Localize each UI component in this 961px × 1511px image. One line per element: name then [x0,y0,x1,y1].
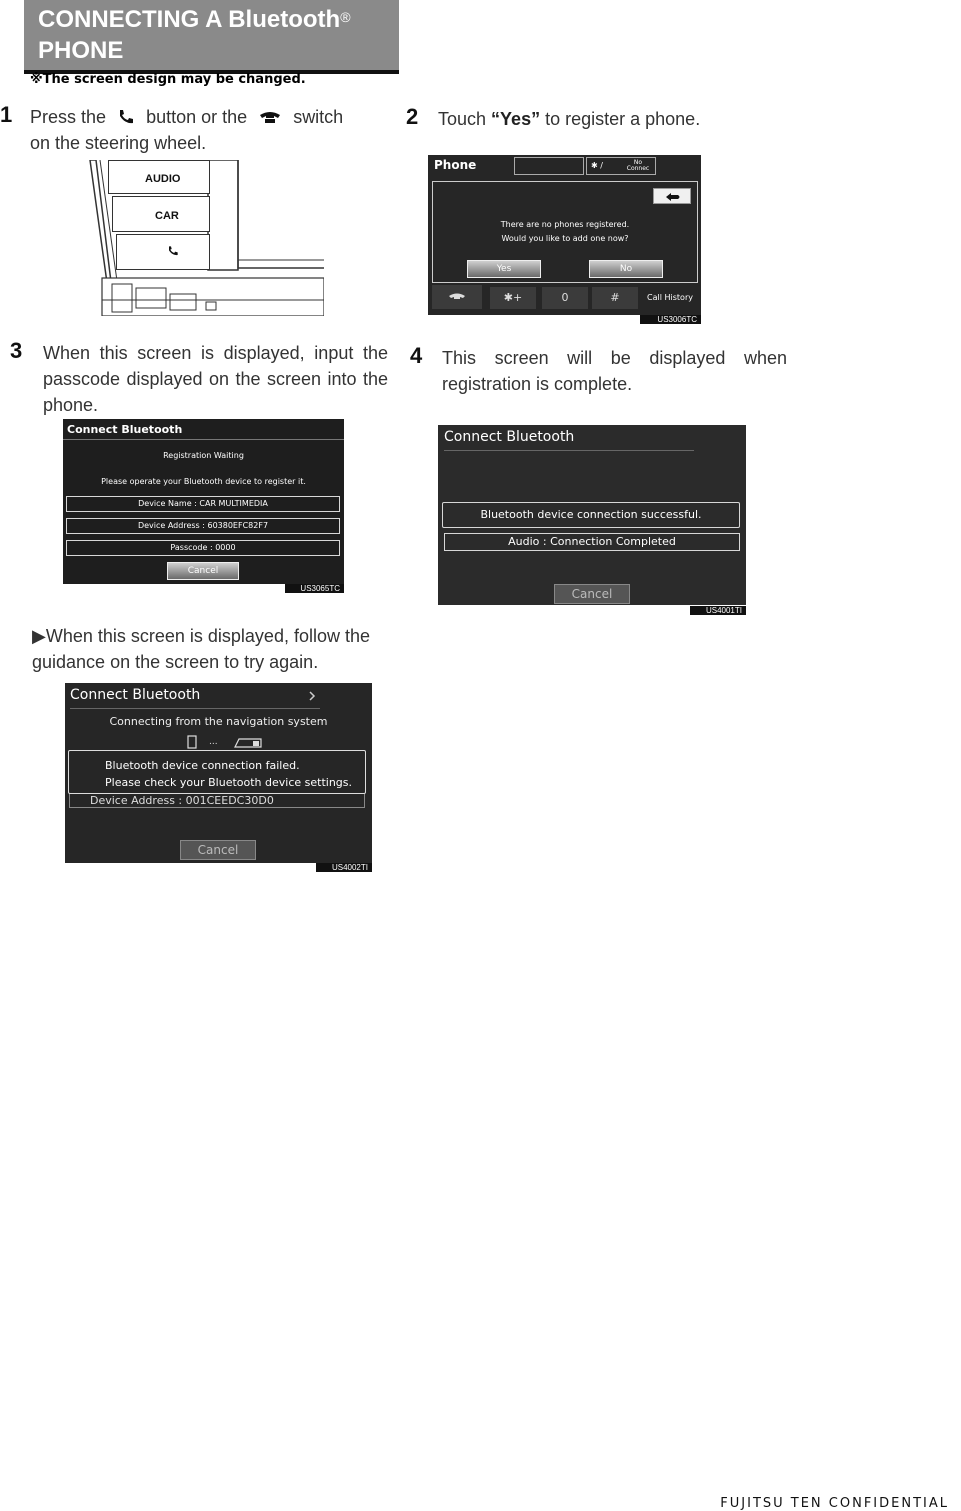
title-divider [70,708,320,709]
signal-icon [308,690,318,702]
connecting-message: Connecting from the navigation system [109,715,328,728]
error-dialog [68,750,366,794]
phone-dialog [432,181,698,283]
image-code-tag: US3065TC [285,584,344,593]
confidential-footer: FUJITSU TEN CONFIDENTIAL [720,1496,949,1511]
error-message-line1: Bluetooth device connection failed. [105,759,300,772]
step-3-text: When this screen is displayed, input the passcode displayed on the screen into the phone. [43,343,388,415]
step-2-text: Touch “Yes” to register a phone. [438,109,701,129]
phone-switch-icon [258,110,282,124]
car-unit-icon [231,737,265,749]
phone-handset-icon [167,245,179,257]
connection-status [586,157,656,175]
passcode-field: Passcode : 0000 [66,540,340,556]
no-button[interactable]: No [589,260,663,278]
step-1-number: 1 [0,102,13,127]
title-divider [63,439,344,440]
success-screen-title: Connect Bluetooth [444,429,575,445]
phone-receiver-icon [432,285,482,309]
phone-screen [428,155,701,315]
audio-status: Audio : Connection Completed [444,533,740,551]
key-star-plus[interactable]: ✱+ [490,287,536,309]
add-phone-question: Would you like to add one now? [501,234,629,243]
cancel-button[interactable]: Cancel [167,562,239,580]
title-text-line2: PHONE [38,37,124,64]
cancel-button[interactable]: Cancel [180,840,256,860]
key-hash[interactable]: # [592,287,638,309]
device-address-text: Device Address : 001CEEDC30D0 [90,794,274,807]
car-key[interactable]: CAR [112,196,210,232]
steering-wheel-illustration [88,160,324,316]
title-text: CONNECTING A Bluetooth [38,6,341,33]
device-address-field [69,793,365,808]
step-4-text: This screen will be displayed when registration is complete. [442,348,787,394]
back-arrow-icon [654,190,690,204]
bluetooth-status: ✱ / [591,161,603,170]
waiting-instruction: Please operate your Bluetooth device to register it. [101,477,306,486]
cancel-button[interactable]: Cancel [554,584,630,604]
step-4-number: 4 [410,343,423,368]
connecting-dots: ... [209,737,218,747]
waiting-screen-title: Connect Bluetooth [67,423,183,436]
back-button[interactable] [653,188,691,204]
hangup-button[interactable] [432,285,482,309]
bullet-marker-icon: ▶ [32,626,46,646]
no-connection-label: No Connec [626,159,650,172]
retry-note: ▶When this screen is displayed, follow the guidance on the screen to try again. [32,626,371,672]
no-phones-message: There are no phones registered. [500,220,630,229]
audio-key[interactable]: AUDIO [108,160,210,194]
yes-button[interactable]: Yes [467,260,541,278]
connection-success-screen [438,425,746,605]
step-3-number: 3 [10,338,23,363]
connection-failed-screen [65,683,372,863]
title-divider [444,450,694,451]
phone-device-icon [185,735,199,749]
waiting-heading: Registration Waiting [163,451,244,460]
device-address-field: Device Address : 60380EFC82F7 [66,518,340,534]
success-message: Bluetooth device connection successful. [442,502,740,528]
phone-screen-title: Phone [434,158,477,172]
key-zero[interactable]: 0 [542,287,588,309]
call-history-button[interactable]: Call History [647,293,693,302]
section-title [38,4,398,66]
image-code-tag: US4002TI [316,863,372,872]
registered-mark: ® [340,9,351,25]
step-1-text: Press the button or the switch on the steering wheel. [30,107,344,153]
registration-waiting-screen [63,419,344,584]
phone-key[interactable] [116,234,210,270]
failed-screen-title: Connect Bluetooth [70,687,201,703]
device-name-field: Device Name : CAR MULTIMEDIA [66,496,340,512]
design-note: ※The screen design may be changed. [30,72,306,87]
image-code-tag: US3006TC [640,315,701,324]
image-code-tag: US4001TI [690,606,746,615]
section-header [24,0,399,74]
phone-name-field [514,157,584,175]
step-2-number: 2 [406,104,419,129]
phone-handset-icon [117,109,135,125]
error-message-line2: Please check your Bluetooth device settings. [105,776,353,789]
